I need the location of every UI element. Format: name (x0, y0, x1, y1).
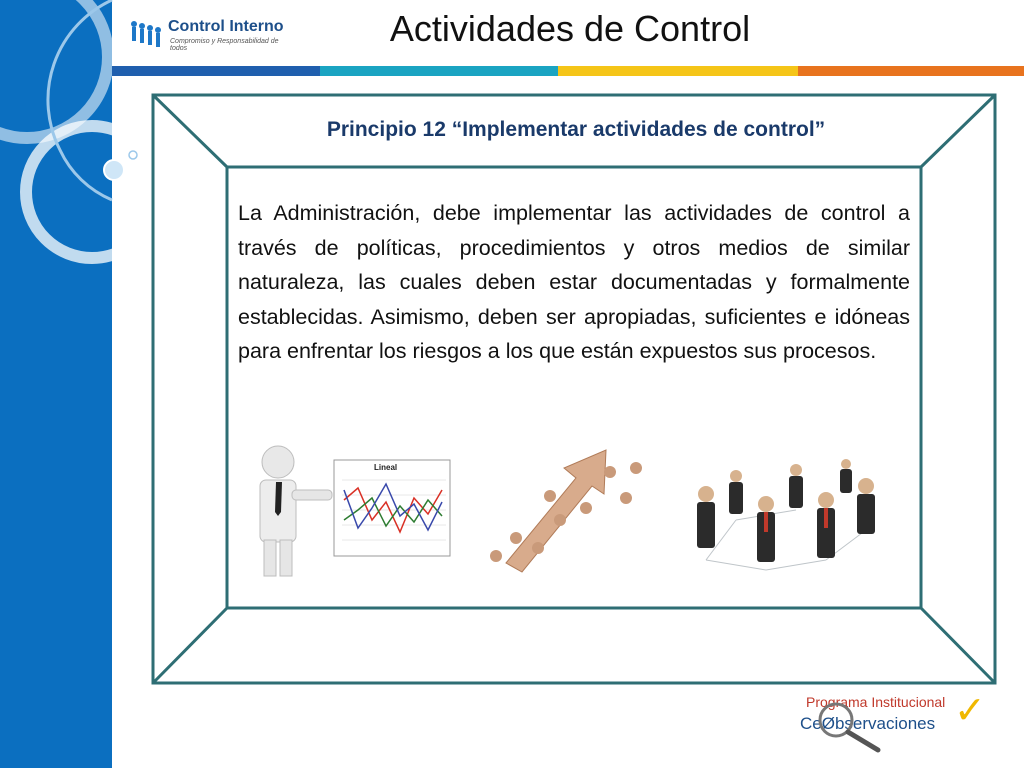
program-institucional-logo (800, 690, 1000, 744)
logo-tagline: Compromiso y Responsabilidad de todos (170, 38, 279, 52)
program-line2: CeØbservaciones (800, 714, 936, 733)
chart-title: Lineal (374, 463, 398, 472)
color-stripe-2 (320, 66, 558, 76)
magnifier-icon (814, 698, 884, 754)
line-chart-board (334, 460, 450, 556)
control-interno-logo (128, 12, 293, 58)
program-line1: Programa Institucional (806, 694, 946, 710)
people-icon (128, 16, 168, 56)
logo-name: Control Interno (168, 18, 284, 35)
presenter-figure (260, 446, 332, 576)
principle-description: La Administración, debe implementar las actividades de control a través de políticas, procedimientos y otros medios de similar naturaleza, las cuales deben estar documentadas y formalmente establecidas. Asimismo, deben ser apropiadas, suficientes e idóneas para enfrentar los riesgos a los que están expuestos sus procesos. (238, 201, 910, 363)
color-stripe-1 (112, 66, 320, 76)
checkmark-icon: ✓ (954, 690, 986, 732)
color-stripe-3 (558, 66, 798, 76)
business-network-image (676, 450, 888, 586)
page-title: Actividades de Control (389, 8, 751, 49)
color-stripe-4 (798, 66, 1024, 76)
principle-title: Principio 12 “Implementar actividades de control” (326, 118, 826, 141)
teamwork-arrow-image (476, 438, 656, 578)
presenter-chart-image (246, 440, 458, 580)
